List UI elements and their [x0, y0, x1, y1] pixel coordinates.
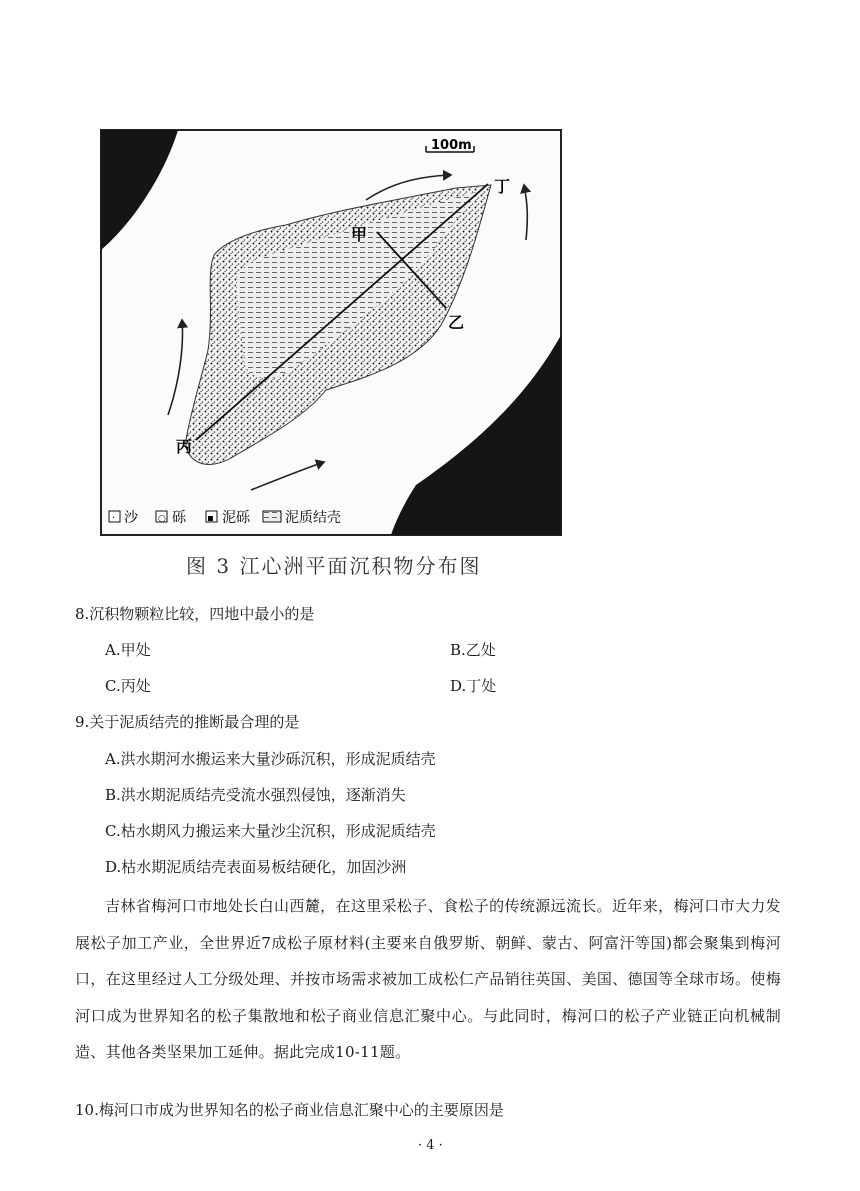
svg-text:100m: 100m: [431, 138, 472, 153]
q8-option-a: A.甲处: [105, 641, 151, 659]
svg-text:○: ○: [158, 514, 166, 524]
svg-text:砾: 砾: [172, 510, 186, 526]
svg-text:泥砾: 泥砾: [222, 510, 250, 526]
q9-option-d: D.枯水期泥质结壳表面易板结硬化，加固沙洲: [105, 858, 407, 876]
q8-option-d: D.丁处: [450, 677, 497, 695]
figure-caption: 图 3 江心洲平面沉积物分布图: [186, 554, 482, 578]
question-10-stem: 10.梅河口市成为世界知名的松子商业信息汇聚中心的主要原因是: [75, 1101, 504, 1119]
q9-option-a: A.洪水期河水搬运来大量沙砾沉积，形成泥质结壳: [105, 750, 436, 768]
q9-option-c: C.枯水期风力搬运来大量沙尘沉积，形成泥质结壳: [105, 822, 436, 840]
question-8-stem: 8.沉积物颗粒比较，四地中最小的是: [75, 605, 315, 623]
scale-bar: [426, 138, 474, 153]
reading-passage: 吉林省梅河口市地处长白山西麓，在这里采松子、食松子的传统源远流长。近年来，梅河口市大力发展松子加工产业，全世界近7成松子原材料(主要来自俄罗斯、朝鲜、蒙古、阿富汗等国)都会聚集到梅河口，在这里经过人工分级处理、并按市场需求被加工成松仁产品销往英国、美国、德国等全球市场。使梅河口成为世界知名的松子集散地和松子商业信息汇聚中心。与此同时，梅河口的松子产业链正向机械制造、其他各类坚果加工延伸。据此完成10-11题。: [75, 897, 781, 1061]
label-bing: 丙: [176, 437, 193, 456]
q8-option-b: B.乙处: [450, 641, 496, 659]
q8-option-c: C.丙处: [105, 677, 151, 695]
svg-text:▪: ▪: [207, 513, 214, 524]
label-jia: 甲: [351, 225, 368, 244]
sediment-distribution-map: [96, 80, 566, 540]
question-9-stem: 9.关于泥质结壳的推断最合理的是: [75, 713, 300, 731]
svg-text:·: ·: [112, 513, 116, 524]
page-number: · 4 ·: [418, 1138, 443, 1153]
svg-text:泥质结壳: 泥质结壳: [285, 510, 341, 526]
svg-text:沙: 沙: [124, 510, 138, 526]
label-yi: 乙: [448, 313, 465, 332]
label-ding: 丁: [494, 177, 511, 196]
q9-option-b: B.洪水期泥质结壳受流水强烈侵蚀，逐渐消失: [105, 786, 406, 804]
